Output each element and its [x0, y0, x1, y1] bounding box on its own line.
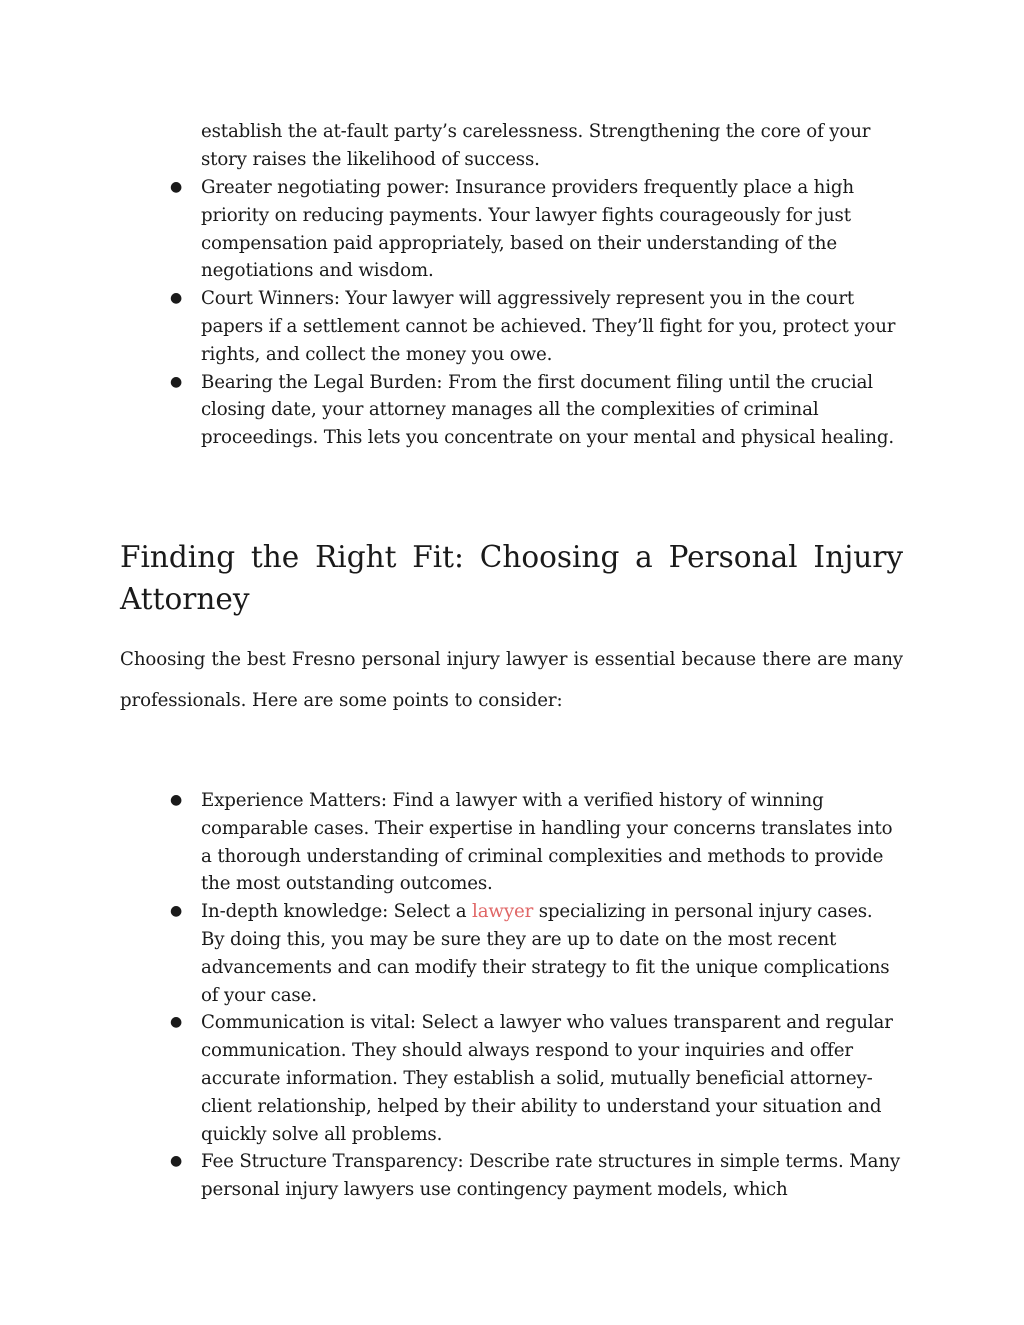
bullet-icon: ● — [170, 903, 183, 920]
list-item-text: Communication is vital: Select a lawyer who values transparent and regular communication. They should always respond to your inquiries and offer accurate information. They establish a solid, mutually beneficial attorney-client relationship, helped by their ability to understand your situation and quickly solve all problems. — [201, 1012, 893, 1145]
bullet-icon: ● — [170, 1014, 183, 1031]
list-item-text: Greater negotiating power: Insurance providers frequently place a high priority on reducing payments. Your lawyer fights courageously for just compensation paid appropriately, based on their understanding of the negotiations and wisdom. — [201, 177, 854, 282]
list-item — [0, 787, 901, 898]
list-item — [0, 285, 901, 368]
list-item — [0, 369, 901, 452]
list-item — [0, 174, 901, 285]
bullet-icon: ● — [170, 1153, 183, 1170]
intro-paragraph: Choosing the best Fresno personal injury lawyer is essential because there are many professionals. Here are some points to consider: — [120, 649, 903, 711]
list-item — [0, 1009, 901, 1148]
list-item-text-after-link: specializing in personal injury cases. By doing this, you may be sure they are up to date on the most recent advancements and can modify their strategy to fit the unique complications of your case. — [201, 901, 890, 1006]
list-item-continuation: establish the at-fault party’s carelessness. Strengthening the core of your story raises the likelihood of success. — [201, 121, 871, 170]
lawyer-link[interactable]: lawyer — [472, 901, 534, 923]
bullet-icon: ● — [170, 179, 183, 195]
benefits-list — [0, 174, 901, 452]
section-heading: Finding the Right Fit: Choosing a Personal Injury Attorney — [120, 540, 903, 616]
list-item — [0, 898, 901, 1009]
list-item-text: Bearing the Legal Burden: From the first document filing until the crucial closing date, your attorney manages all the complexities of criminal proceedings. This lets you concentrate on your mental and physical healing. — [201, 371, 894, 449]
list-item — [0, 1148, 901, 1204]
considerations-list — [0, 787, 901, 1204]
bullet-icon: ● — [170, 792, 183, 808]
bullet-icon: ● — [170, 373, 183, 390]
list-item-text-before-link: In-depth knowledge: Select a — [201, 901, 473, 923]
bullet-icon: ● — [170, 290, 183, 307]
list-item-text: Experience Matters: Find a lawyer with a verified history of winning comparable cases. Their expertise in handling your concerns translates into a thorough understanding of criminal complexities and methods to provide the most outstanding outcomes. — [201, 790, 893, 895]
list-item-text: Court Winners: Your lawyer will aggressively represent you in the court papers if a settlement cannot be achieved. They’ll fight for you, protect your rights, and collect the money you owe. — [201, 288, 896, 365]
list-item-text: Fee Structure Transparency: Describe rate structures in simple terms. Many personal injury lawyers use contingency payment models, which — [201, 1151, 901, 1201]
